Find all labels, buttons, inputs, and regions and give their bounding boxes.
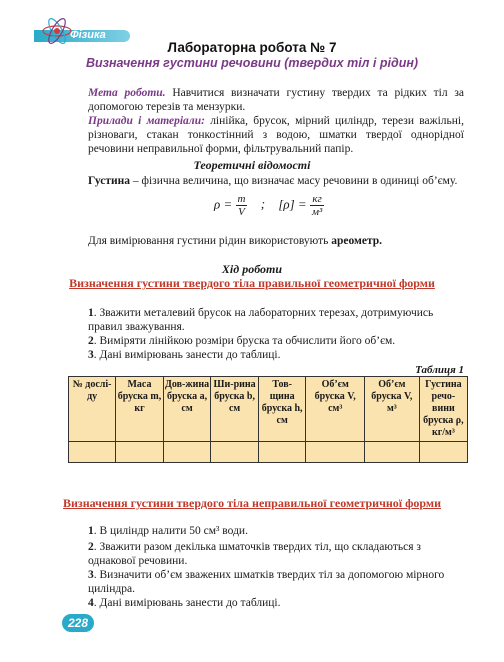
- part2-step-1: [88, 524, 464, 538]
- col-header: Густина речо-вини бруска ρ, кг/м³: [419, 377, 467, 442]
- col-header: Маса бруска m, кг: [116, 377, 164, 442]
- unit-denominator: м³: [311, 206, 323, 218]
- materials-label: Прилади і матеріали:: [88, 115, 205, 127]
- table-caption: Таблиця 1: [415, 364, 464, 376]
- table-cell: [419, 442, 467, 463]
- step-text: . Виміряти лінійкою розміри бруска та обчислити його об’єм.: [93, 335, 396, 347]
- step-number: 1: [88, 307, 94, 319]
- measurements-table: [68, 376, 468, 463]
- step-text: . Зважити металевий брусок на лабораторних терезах, дотримуючись правил зважування.: [88, 307, 434, 333]
- part1-step-2: [88, 334, 464, 348]
- table-cell: [364, 442, 419, 463]
- page-number: 228: [62, 614, 94, 632]
- definition-text: – фізична величина, що визначає масу речовини в одиниці об’єму.: [130, 175, 458, 187]
- subject-label: Фізика: [70, 29, 106, 41]
- formula-separator: ;: [260, 196, 266, 212]
- step-number: 3: [88, 349, 94, 361]
- areometer-term: ареометр.: [331, 235, 383, 247]
- table-cell: [306, 442, 364, 463]
- step-number: 1: [88, 525, 94, 537]
- step-number: 4: [88, 597, 94, 609]
- step-number: 2: [88, 335, 94, 347]
- formula-numerator: m: [237, 193, 246, 205]
- table-row: [69, 442, 468, 463]
- areometer-text: Для вимірювання густини рідин використовують: [88, 235, 332, 247]
- col-header: Дов-жина бруска a, см: [163, 377, 211, 442]
- areometer-paragraph: [88, 234, 464, 248]
- col-header: Об’єм бруска V, см³: [306, 377, 364, 442]
- step-text: . Дані вимірювань занести до таблиці.: [93, 597, 281, 609]
- part1-step-3: [88, 348, 464, 362]
- step-text: . Дані вимірювань занести до таблиці.: [93, 349, 281, 361]
- part2-heading: Визначення густини твердого тіла неправильної геометричної форми: [63, 496, 441, 510]
- table-cell: [258, 442, 306, 463]
- col-header: № дослі-ду: [69, 377, 116, 442]
- materials-text: лінійка, брусок, мірний циліндр, терези важільні, різноваги, стакан тонкостінний з водою, шматки твердої однорідної речовини неправильної форми, фільтрувальний папір.: [88, 115, 464, 155]
- procedure-heading: Хід роботи: [221, 262, 283, 276]
- definition-term: Густина: [88, 175, 131, 187]
- table-header-row: [69, 377, 468, 442]
- step-number: 3: [88, 569, 94, 581]
- part2-step-4: [88, 596, 464, 610]
- materials-paragraph: [88, 114, 464, 156]
- purpose-text: Навчитися визначати густину твердих та рідких тіл за допомогою терезів та мензурки.: [88, 87, 465, 113]
- step-text: . Визначити об’єм зважених шматків твердих тіл за допомогою мірного циліндра.: [88, 569, 445, 595]
- part2-step-2: [88, 540, 464, 568]
- formula-rho: ρ =: [214, 196, 233, 212]
- part1-heading: Визначення густини твердого тіла правильної геометричної форми: [69, 276, 435, 290]
- theory-heading: Теоретичні відомості: [193, 158, 311, 172]
- col-header: Ши-рина бруска b, см: [211, 377, 259, 442]
- lab-title: Лабораторна робота № 7: [167, 40, 337, 55]
- formula-denominator: V: [238, 206, 245, 218]
- col-header: Тов-щина бруска h, см: [258, 377, 306, 442]
- unit-numerator: кг: [310, 193, 324, 206]
- purpose-label: Мета роботи.: [88, 87, 166, 99]
- table-cell: [116, 442, 164, 463]
- purpose-paragraph: [88, 86, 464, 114]
- lab-subtitle: Визначення густини речовини (твердих тіл і рідин): [85, 56, 419, 70]
- step-number: 2: [88, 541, 94, 553]
- part2-step-3: [88, 568, 464, 596]
- density-formula: [214, 193, 324, 227]
- table-cell: [163, 442, 211, 463]
- step-text: . В циліндр налити 50 см³ води.: [93, 525, 248, 537]
- unit-fraction: [310, 193, 324, 218]
- formula-fraction: [236, 193, 248, 218]
- table-cell: [69, 442, 116, 463]
- table-cell: [211, 442, 259, 463]
- definition-paragraph: [88, 174, 464, 188]
- col-header: Об’єм бруска V, м³: [364, 377, 419, 442]
- step-text: . Зважити разом декілька шматочків твердих тіл, що складаються з однакової речовини.: [88, 541, 421, 567]
- part1-step-1: [88, 306, 464, 334]
- formula-unit-left: [ρ] =: [278, 196, 307, 212]
